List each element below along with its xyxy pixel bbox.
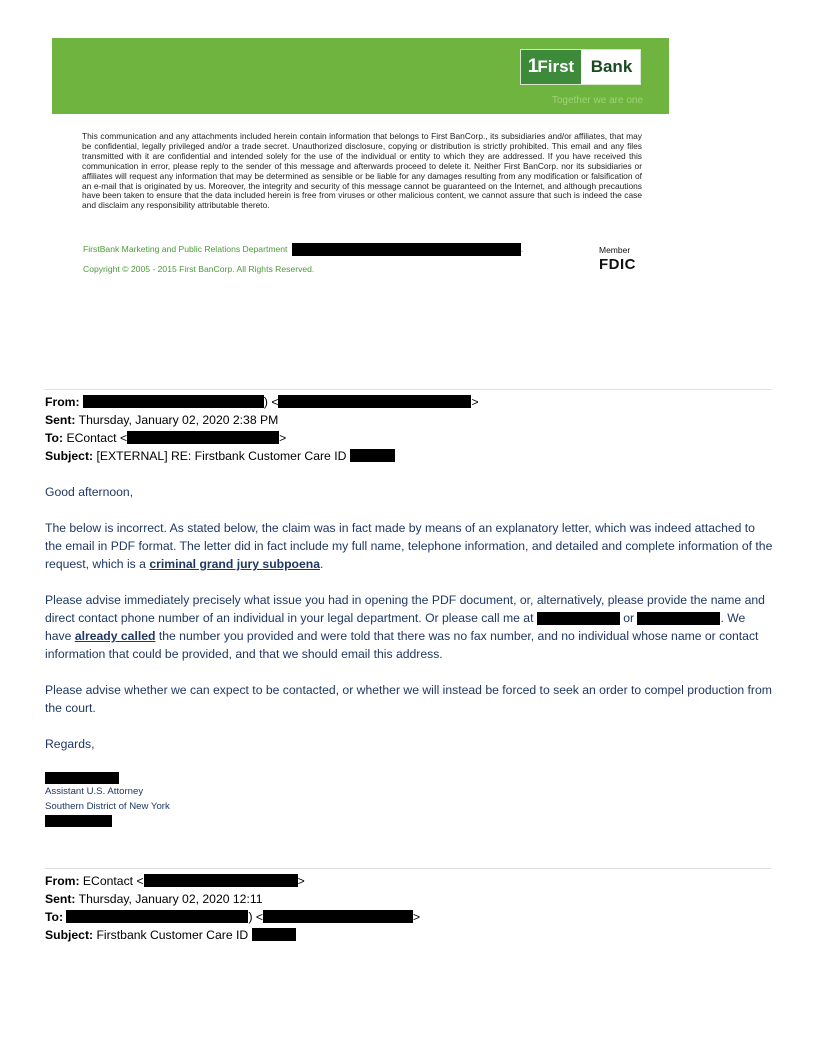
logo-bank: Bank <box>590 57 633 76</box>
logo-first: First <box>537 57 575 76</box>
from-row <box>45 393 479 411</box>
subject-text: [EXTERNAL] RE: Firstbank Customer Care ID <box>96 449 347 463</box>
redaction <box>83 395 264 408</box>
separator-line <box>45 868 771 869</box>
sent-date: Thursday, January 02, 2020 2:38 PM <box>78 413 279 427</box>
to-label: To: <box>45 431 64 445</box>
from-end: > <box>471 395 479 409</box>
to-label: To: <box>45 910 64 924</box>
redaction <box>278 395 471 408</box>
from-delimiter: ) < <box>263 395 279 409</box>
sent-date: Thursday, January 02, 2020 12:11 <box>78 892 263 906</box>
email-header-1 <box>45 393 479 465</box>
from-label: From: <box>45 395 80 409</box>
to-end: > <box>279 431 287 445</box>
redaction <box>263 910 413 923</box>
subject-label: Subject: <box>45 449 94 463</box>
email-header-2 <box>45 872 420 944</box>
sent-row <box>45 890 420 908</box>
from-row <box>45 872 420 890</box>
department-name: FirstBank Marketing and Public Relations Department <box>83 243 288 254</box>
redaction <box>127 431 279 444</box>
redaction <box>144 874 298 887</box>
copyright-notice: Copyright © 2005 - 2015 First BanCorp. All Rights Reserved. <box>83 264 315 274</box>
from-sender: EContact < <box>82 874 144 888</box>
redaction <box>637 612 720 625</box>
redaction <box>537 612 620 625</box>
redaction <box>45 815 112 827</box>
fdic-member-label: Member <box>599 245 631 255</box>
to-recipient: EContact < <box>66 431 128 445</box>
to-row <box>45 429 479 447</box>
to-delimiter: ) < <box>248 910 263 924</box>
subject-row <box>45 447 479 465</box>
fdic-label: FDIC <box>599 256 636 273</box>
redaction <box>292 243 521 256</box>
signature-office: Southern District of New York <box>45 801 170 812</box>
subject-text: Firstbank Customer Care ID <box>96 928 249 942</box>
fdic-mark <box>599 245 636 273</box>
signature-block <box>45 772 170 827</box>
separator-line <box>45 389 771 390</box>
already-called-link[interactable]: already called <box>74 629 156 643</box>
sent-row <box>45 411 479 429</box>
regards: Regards, <box>45 737 95 751</box>
paragraph-2: Please advise immediately precisely what issue you had in opening the PDF document, or, alternatively, please provide the name and direct contact phone number of an individual in your legal department. Or please call me at or . We have already called the number you provided and were told that there was no fax number, and no individual whose name or contact information that could be provided, and that we should email this address. <box>45 593 765 661</box>
paragraph-3: Please advise whether we can expect to be contacted, or whether we will instead be forced to seek an order to compel production from the court. <box>45 683 772 715</box>
sent-label: Sent: <box>45 892 76 906</box>
logo-number: 1 <box>527 56 538 77</box>
firstbank-logo <box>520 49 641 85</box>
firstbank-banner <box>52 38 669 114</box>
email-body <box>45 483 773 753</box>
redaction <box>350 449 395 462</box>
subject-row <box>45 926 420 944</box>
from-end: > <box>297 874 305 888</box>
department-line: FirstBank Marketing and Public Relations Department . <box>83 243 523 256</box>
sent-label: Sent: <box>45 413 76 427</box>
signature-title: Assistant U.S. Attorney <box>45 786 144 797</box>
redaction <box>45 772 119 784</box>
legal-disclaimer: This communication and any attachments included herein contain information that belongs to First BanCorp., its subsidiaries and/or affiliates, that may be confidential, legally privileged and/or a trade secret. Unauthorized disclosure, copying or distribution is strictly prohibited. This email and any files transmitted with it are confidential and intended solely for the use of the individual or entity to which they are addressed. If you have received this communication in error, please reply to the sender of this message and afterwards proceed to delete it. Neither First BanCorp. nor its subsidiaries or affiliates will request any information that may be determined as sensible or be liable for any damages resulting from any modification or falsification of an e-mail that is originated by us. Moreover, the integrity and security of this message cannot be guaranteed on the Internet, and although precautions have been taken to ensure that the data included herein is free from viruses or other malicious content, we cannot assure that such is indeed the case and disclaim any responsibility attributable thereto. <box>82 131 642 211</box>
subpoena-link[interactable]: criminal grand jury subpoena <box>149 557 320 571</box>
subject-label: Subject: <box>45 928 94 942</box>
to-end: > <box>413 910 421 924</box>
redaction <box>252 928 296 941</box>
greeting: Good afternoon, <box>45 485 134 499</box>
to-row <box>45 908 420 926</box>
from-label: From: <box>45 874 80 888</box>
redaction <box>66 910 248 923</box>
banner-tagline: Together we are one <box>551 95 643 106</box>
paragraph-1: The below is incorrect. As stated below, the claim was in fact made by means of an explanatory letter, which was indeed attached to the email in PDF format. The letter did in fact include my full name, telephone information, and detailed and complete information of the request, which is a criminal grand jury subpoena. <box>45 521 773 571</box>
